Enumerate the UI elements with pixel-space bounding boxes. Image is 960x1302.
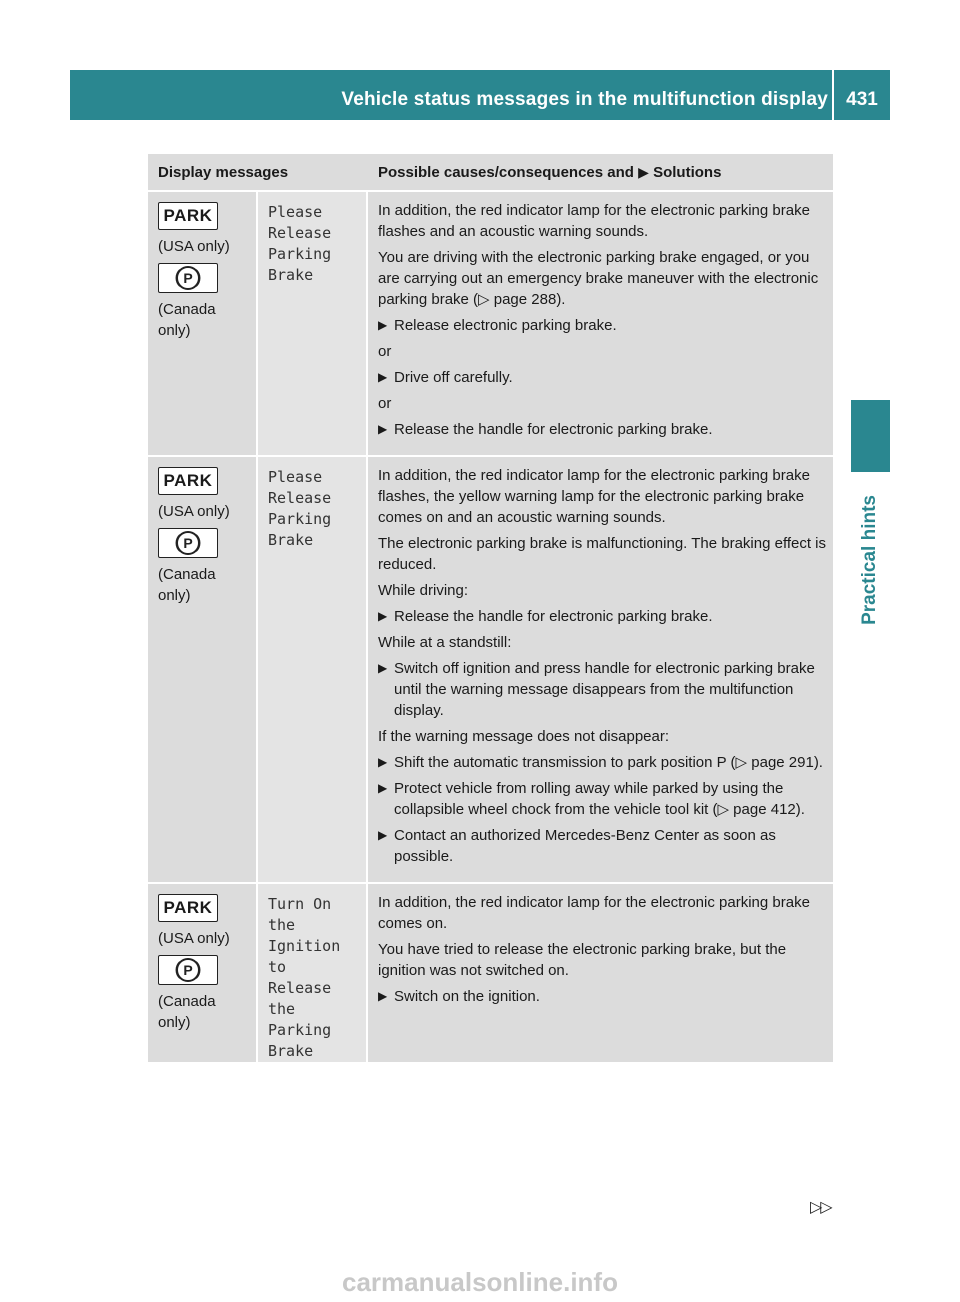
- arrow-right-icon: ▶: [638, 163, 649, 180]
- col-header-causes-text: Possible causes/consequences and: [378, 163, 634, 181]
- parking-brake-icon: [158, 528, 218, 558]
- solution-paragraph: or: [378, 343, 392, 360]
- display-message-line: Brake: [268, 1042, 314, 1060]
- display-message-line: to: [268, 958, 287, 976]
- table-row: [148, 192, 833, 457]
- page-number: 431: [846, 89, 878, 110]
- page-header-title: Vehicle status messages in the multifunction display: [341, 89, 828, 110]
- status-messages-table: [148, 154, 833, 1064]
- step-arrow-icon: ▶: [378, 422, 388, 436]
- usa-only-label: (USA only): [158, 238, 230, 255]
- solution-paragraph: In addition, the red indicator lamp for the electronic parking brake flashes and an acoustic warning sounds.: [378, 202, 810, 240]
- solution-step: [378, 825, 827, 867]
- solution-step: [378, 367, 827, 388]
- park-warning-icon: PARK: [158, 467, 218, 495]
- display-message-line: Release: [268, 224, 332, 242]
- solution-step: [378, 315, 827, 336]
- solution-step: [378, 986, 827, 1007]
- display-message-cell: [258, 192, 368, 455]
- display-message-line: the: [268, 916, 296, 934]
- solution-step-text: Switch off ignition and press handle for electronic parking brake until the warning message disappears from the multifunction display.: [394, 660, 815, 719]
- display-message-line: Release: [268, 489, 332, 507]
- solution-paragraph: The electronic parking brake is malfunctioning. The braking effect is reduced.: [378, 535, 827, 573]
- solution-step-text: Release the handle for electronic parking brake.: [394, 608, 713, 625]
- side-tab-label: [849, 495, 891, 655]
- indicator-cell: [148, 192, 258, 455]
- solution-step-text: Shift the automatic transmission to park position P (▷ page 291).: [394, 754, 823, 771]
- canada-only-label: (Canada only): [158, 993, 216, 1031]
- display-message-line: Turn On: [268, 895, 332, 913]
- park-warning-icon: PARK: [158, 894, 218, 922]
- solution-paragraph: You are driving with the electronic parking brake engaged, or you are carrying out an emergency brake maneuver with the electronic parking brake (▷ page 288).: [378, 249, 819, 308]
- side-tab-marker: [851, 400, 890, 472]
- solution-cell: [368, 192, 833, 455]
- table-row: [148, 884, 833, 1064]
- table-row: [148, 457, 833, 884]
- indicator-cell: [148, 457, 258, 882]
- display-message-line: Parking: [268, 245, 332, 263]
- display-message-line: Parking: [268, 1021, 332, 1039]
- parking-brake-icon: [158, 955, 218, 985]
- solution-paragraph: While at a standstill:: [378, 634, 512, 651]
- svg-text:P: P: [183, 270, 193, 286]
- col-header-solutions-text: Solutions: [653, 163, 722, 181]
- park-warning-icon: PARK: [158, 202, 218, 230]
- col-header-solutions: [368, 164, 833, 181]
- usa-only-label: (USA only): [158, 503, 230, 520]
- solution-paragraph: In addition, the red indicator lamp for the electronic parking brake comes on.: [378, 894, 810, 932]
- solution-paragraph: You have tried to release the electronic parking brake, but the ignition was not switched on.: [378, 941, 787, 979]
- solution-paragraph: In addition, the red indicator lamp for the electronic parking brake flashes, the yellow warning lamp for the electronic parking brake comes on and an acoustic warning sounds.: [378, 467, 810, 526]
- table-header: [148, 154, 833, 192]
- step-arrow-icon: ▶: [378, 370, 388, 384]
- solution-step: [378, 419, 827, 440]
- svg-text:P: P: [183, 535, 193, 551]
- solution-step-text: Release the handle for electronic parking brake.: [394, 421, 713, 438]
- table-body: [148, 192, 833, 1064]
- solution-step-text: Drive off carefully.: [394, 369, 513, 386]
- solution-step: [378, 778, 827, 820]
- solution-paragraph: or: [378, 395, 392, 412]
- solution-step-text: Release electronic parking brake.: [394, 317, 617, 334]
- solution-cell: [368, 884, 833, 1062]
- solution-step: [378, 658, 827, 721]
- col-header-display-messages: Display messages: [158, 163, 289, 181]
- solution-step: [378, 606, 827, 627]
- display-message-line: Brake: [268, 266, 314, 284]
- solution-step-text: Switch on the ignition.: [394, 988, 540, 1005]
- solution-paragraph: If the warning message does not disappear:: [378, 728, 670, 745]
- step-arrow-icon: ▶: [378, 828, 388, 842]
- display-message-cell: [258, 884, 368, 1062]
- svg-text:P: P: [183, 962, 193, 978]
- continued-icon: ▷▷: [810, 1199, 831, 1216]
- indicator-cell: [148, 884, 258, 1062]
- watermark: carmanualsonline.info: [0, 1262, 960, 1302]
- step-arrow-icon: ▶: [378, 661, 388, 675]
- display-message-cell: [258, 457, 368, 882]
- step-arrow-icon: ▶: [378, 755, 388, 769]
- usa-only-label: (USA only): [158, 930, 230, 947]
- parking-brake-icon: [158, 263, 218, 293]
- solution-cell: [368, 457, 833, 882]
- display-message-line: the: [268, 1000, 296, 1018]
- display-message-line: Parking: [268, 510, 332, 528]
- solution-paragraph: While driving:: [378, 582, 469, 599]
- solution-step: [378, 752, 827, 773]
- solution-step-text: Protect vehicle from rolling away while parked by using the collapsible wheel chock from the vehicle tool kit (▷ page 412).: [394, 780, 805, 818]
- solution-step-text: Contact an authorized Mercedes-Benz Center as soon as possible.: [394, 827, 776, 865]
- display-message-line: Ignition: [268, 937, 341, 955]
- display-message-line: Please: [268, 468, 323, 486]
- canada-only-label: (Canada only): [158, 301, 216, 339]
- step-arrow-icon: ▶: [378, 781, 388, 795]
- side-tab-text: Practical hints: [859, 495, 880, 625]
- step-arrow-icon: ▶: [378, 609, 388, 623]
- display-message-line: Please: [268, 203, 323, 221]
- canada-only-label: (Canada only): [158, 566, 216, 604]
- step-arrow-icon: ▶: [378, 318, 388, 332]
- step-arrow-icon: ▶: [378, 989, 388, 1003]
- display-message-line: Brake: [268, 531, 314, 549]
- display-message-line: Release: [268, 979, 332, 997]
